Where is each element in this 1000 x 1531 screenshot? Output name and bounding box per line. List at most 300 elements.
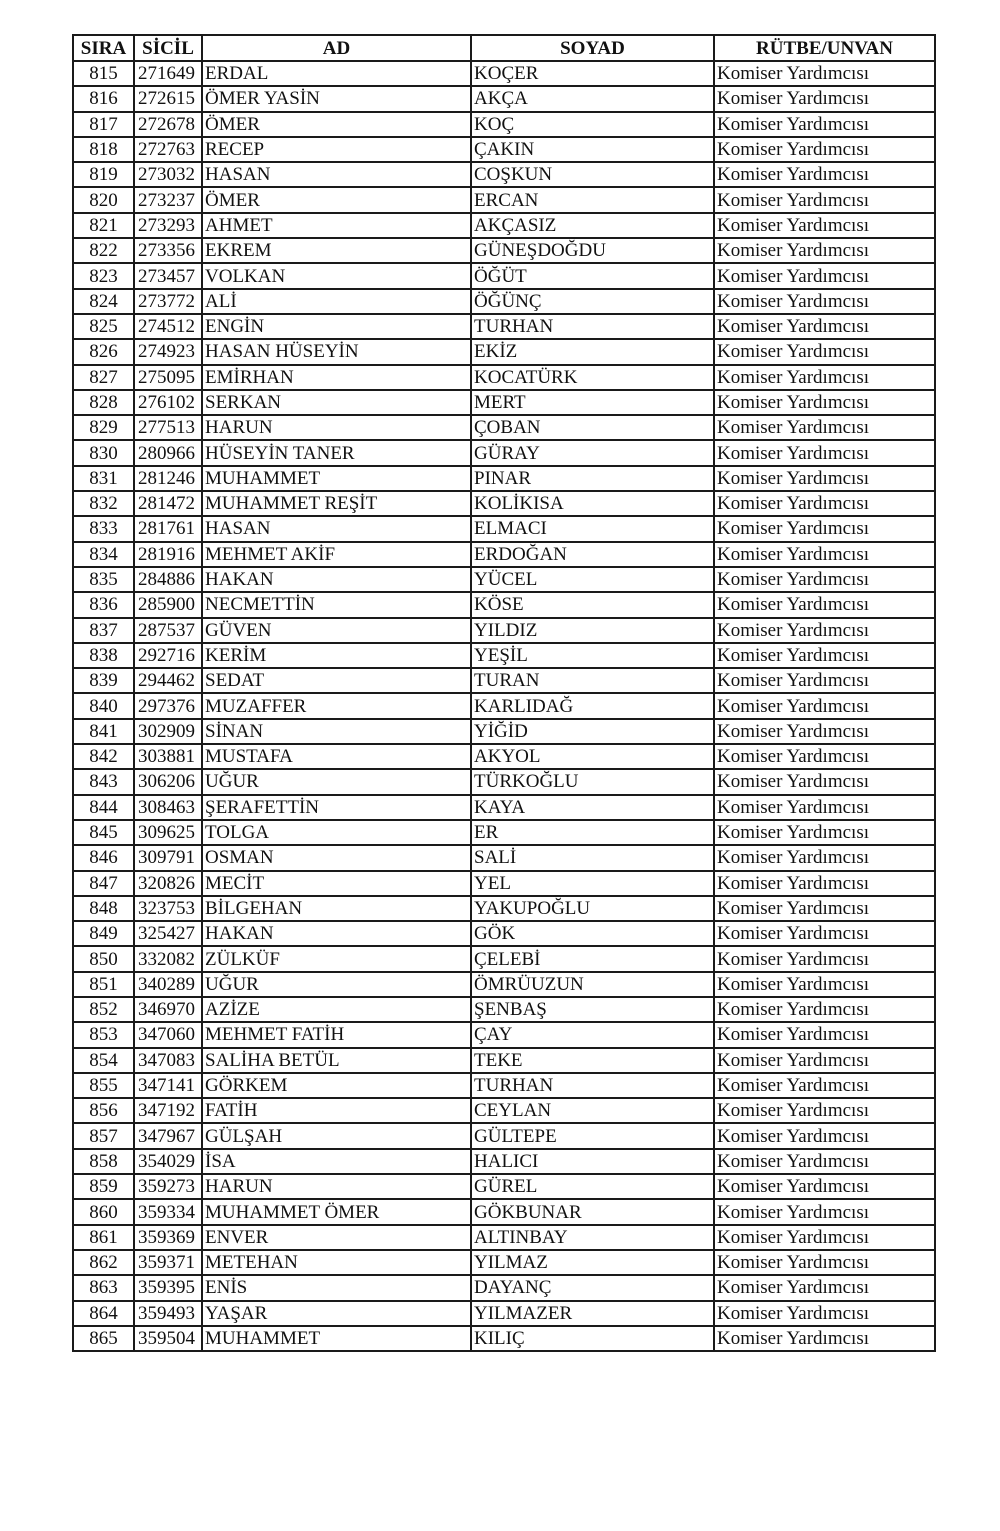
cell-ad: ALİ (202, 289, 471, 314)
table-row (73, 415, 935, 440)
cell-soyad: TURAN (471, 668, 714, 693)
cell-ad: SERKAN (202, 390, 471, 415)
cell-ad: MUHAMMET REŞİT (202, 491, 471, 516)
cell-sicil: 347060 (134, 1022, 202, 1047)
cell-rutbe: Komiser Yardımcısı (714, 668, 935, 693)
cell-sira: 862 (73, 1250, 134, 1275)
table-row (73, 1123, 935, 1148)
cell-rutbe: Komiser Yardımcısı (714, 592, 935, 617)
cell-rutbe: Komiser Yardımcısı (714, 896, 935, 921)
cell-rutbe: Komiser Yardımcısı (714, 440, 935, 465)
cell-ad: MUHAMMET (202, 466, 471, 491)
header-ad: AD (202, 35, 471, 61)
cell-soyad: YILDIZ (471, 618, 714, 643)
cell-sira: 848 (73, 896, 134, 921)
cell-rutbe: Komiser Yardımcısı (714, 997, 935, 1022)
table-row (73, 921, 935, 946)
cell-sicil: 281246 (134, 466, 202, 491)
cell-sira: 856 (73, 1098, 134, 1123)
cell-ad: ENİS (202, 1275, 471, 1300)
cell-rutbe: Komiser Yardımcısı (714, 1098, 935, 1123)
cell-sicil: 309791 (134, 845, 202, 870)
cell-rutbe: Komiser Yardımcısı (714, 162, 935, 187)
cell-sicil: 281761 (134, 516, 202, 541)
table-row (73, 263, 935, 288)
cell-soyad: GÜNEŞDOĞDU (471, 238, 714, 263)
cell-ad: GÜLŞAH (202, 1123, 471, 1148)
cell-sicil: 359371 (134, 1250, 202, 1275)
cell-soyad: AKÇASIZ (471, 213, 714, 238)
cell-soyad: GÜLTEPE (471, 1123, 714, 1148)
cell-sira: 846 (73, 845, 134, 870)
cell-sicil: 306206 (134, 769, 202, 794)
table-row (73, 516, 935, 541)
cell-soyad: YİĞİD (471, 719, 714, 744)
table-body (73, 61, 935, 1351)
cell-ad: MEHMET FATİH (202, 1022, 471, 1047)
cell-sicil: 320826 (134, 871, 202, 896)
cell-rutbe: Komiser Yardımcısı (714, 1275, 935, 1300)
cell-sira: 860 (73, 1199, 134, 1224)
cell-rutbe: Komiser Yardımcısı (714, 1199, 935, 1224)
table-row (73, 1073, 935, 1098)
cell-ad: NECMETTİN (202, 592, 471, 617)
cell-sira: 834 (73, 542, 134, 567)
table-row (73, 339, 935, 364)
table-row (73, 845, 935, 870)
cell-soyad: AKÇA (471, 86, 714, 111)
cell-sira: 820 (73, 187, 134, 212)
cell-ad: HASAN HÜSEYİN (202, 339, 471, 364)
cell-sicil: 274923 (134, 339, 202, 364)
cell-sicil: 332082 (134, 946, 202, 971)
cell-ad: HASAN (202, 162, 471, 187)
table-row (73, 744, 935, 769)
cell-ad: ÖMER YASİN (202, 86, 471, 111)
cell-ad: RECEP (202, 137, 471, 162)
cell-sira: 858 (73, 1149, 134, 1174)
cell-soyad: ALTINBAY (471, 1225, 714, 1250)
cell-ad: MUZAFFER (202, 693, 471, 718)
cell-rutbe: Komiser Yardımcısı (714, 187, 935, 212)
table-row (73, 466, 935, 491)
cell-sicil: 273356 (134, 238, 202, 263)
cell-ad: UĞUR (202, 972, 471, 997)
cell-soyad: ÖMRÜUZUN (471, 972, 714, 997)
cell-sira: 821 (73, 213, 134, 238)
header-sira: SIRA (73, 35, 134, 61)
table-row (73, 112, 935, 137)
header-rutbe: RÜTBE/UNVAN (714, 35, 935, 61)
cell-sira: 824 (73, 289, 134, 314)
cell-ad: ENVER (202, 1225, 471, 1250)
cell-sira: 822 (73, 238, 134, 263)
cell-sira: 832 (73, 491, 134, 516)
cell-sira: 826 (73, 339, 134, 364)
cell-rutbe: Komiser Yardımcısı (714, 491, 935, 516)
cell-soyad: YEL (471, 871, 714, 896)
table-row (73, 1174, 935, 1199)
cell-rutbe: Komiser Yardımcısı (714, 1225, 935, 1250)
cell-ad: GÖRKEM (202, 1073, 471, 1098)
cell-sira: 823 (73, 263, 134, 288)
cell-ad: UĞUR (202, 769, 471, 794)
cell-sicil: 302909 (134, 719, 202, 744)
cell-rutbe: Komiser Yardımcısı (714, 86, 935, 111)
cell-sira: 833 (73, 516, 134, 541)
cell-sira: 839 (73, 668, 134, 693)
table-row (73, 1225, 935, 1250)
cell-soyad: PINAR (471, 466, 714, 491)
table-header-row (73, 35, 935, 61)
cell-soyad: YILMAZER (471, 1301, 714, 1326)
cell-sira: 828 (73, 390, 134, 415)
table-row (73, 719, 935, 744)
cell-rutbe: Komiser Yardımcısı (714, 314, 935, 339)
cell-sira: 825 (73, 314, 134, 339)
cell-sira: 844 (73, 795, 134, 820)
table-row (73, 896, 935, 921)
cell-ad: AHMET (202, 213, 471, 238)
cell-rutbe: Komiser Yardımcısı (714, 263, 935, 288)
cell-ad: GÜVEN (202, 618, 471, 643)
table-row (73, 365, 935, 390)
cell-soyad: ÇAKIN (471, 137, 714, 162)
cell-sicil: 273237 (134, 187, 202, 212)
cell-rutbe: Komiser Yardımcısı (714, 365, 935, 390)
table-row (73, 1048, 935, 1073)
header-soyad: SOYAD (471, 35, 714, 61)
table-row (73, 1250, 935, 1275)
cell-ad: HARUN (202, 1174, 471, 1199)
cell-sicil: 275095 (134, 365, 202, 390)
table-row (73, 668, 935, 693)
table-row (73, 440, 935, 465)
cell-soyad: CEYLAN (471, 1098, 714, 1123)
cell-ad: SALİHA BETÜL (202, 1048, 471, 1073)
cell-sicil: 273032 (134, 162, 202, 187)
cell-sira: 859 (73, 1174, 134, 1199)
cell-rutbe: Komiser Yardımcısı (714, 795, 935, 820)
cell-sira: 847 (73, 871, 134, 896)
cell-sicil: 274512 (134, 314, 202, 339)
cell-rutbe: Komiser Yardımcısı (714, 820, 935, 845)
cell-sicil: 346970 (134, 997, 202, 1022)
cell-soyad: ÖĞÜNÇ (471, 289, 714, 314)
cell-soyad: KAYA (471, 795, 714, 820)
cell-sicil: 276102 (134, 390, 202, 415)
cell-ad: MECİT (202, 871, 471, 896)
cell-rutbe: Komiser Yardımcısı (714, 516, 935, 541)
cell-sira: 853 (73, 1022, 134, 1047)
cell-sicil: 354029 (134, 1149, 202, 1174)
cell-soyad: KARLIDAĞ (471, 693, 714, 718)
cell-rutbe: Komiser Yardımcısı (714, 1123, 935, 1148)
table-row (73, 567, 935, 592)
cell-soyad: ÇELEBİ (471, 946, 714, 971)
cell-soyad: SALİ (471, 845, 714, 870)
table-row (73, 1326, 935, 1351)
cell-soyad: KOLİKISA (471, 491, 714, 516)
cell-sira: 835 (73, 567, 134, 592)
table-row (73, 769, 935, 794)
cell-sira: 827 (73, 365, 134, 390)
cell-sicil: 273457 (134, 263, 202, 288)
cell-sicil: 292716 (134, 643, 202, 668)
cell-ad: OSMAN (202, 845, 471, 870)
cell-rutbe: Komiser Yardımcısı (714, 238, 935, 263)
cell-sira: 863 (73, 1275, 134, 1300)
table-row (73, 972, 935, 997)
cell-sicil: 284886 (134, 567, 202, 592)
cell-rutbe: Komiser Yardımcısı (714, 289, 935, 314)
cell-ad: VOLKAN (202, 263, 471, 288)
cell-sicil: 323753 (134, 896, 202, 921)
cell-rutbe: Komiser Yardımcısı (714, 972, 935, 997)
table-row (73, 1199, 935, 1224)
cell-soyad: AKYOL (471, 744, 714, 769)
cell-sira: 852 (73, 997, 134, 1022)
cell-sicil: 297376 (134, 693, 202, 718)
cell-soyad: GÜREL (471, 1174, 714, 1199)
cell-sira: 830 (73, 440, 134, 465)
cell-sira: 817 (73, 112, 134, 137)
cell-sicil: 272615 (134, 86, 202, 111)
table-row (73, 795, 935, 820)
cell-sicil: 359493 (134, 1301, 202, 1326)
table-row (73, 86, 935, 111)
cell-soyad: MERT (471, 390, 714, 415)
cell-rutbe: Komiser Yardımcısı (714, 567, 935, 592)
cell-ad: MEHMET AKİF (202, 542, 471, 567)
cell-sicil: 285900 (134, 592, 202, 617)
cell-sira: 845 (73, 820, 134, 845)
cell-soyad: ER (471, 820, 714, 845)
table-row (73, 162, 935, 187)
cell-ad: AZİZE (202, 997, 471, 1022)
cell-sicil: 347967 (134, 1123, 202, 1148)
cell-sicil: 359369 (134, 1225, 202, 1250)
cell-sicil: 359395 (134, 1275, 202, 1300)
cell-soyad: KILIÇ (471, 1326, 714, 1351)
cell-sicil: 359273 (134, 1174, 202, 1199)
cell-sicil: 347192 (134, 1098, 202, 1123)
cell-ad: ZÜLKÜF (202, 946, 471, 971)
table-row (73, 618, 935, 643)
table-row (73, 592, 935, 617)
cell-ad: EMİRHAN (202, 365, 471, 390)
table-row (73, 289, 935, 314)
cell-soyad: ERDOĞAN (471, 542, 714, 567)
cell-rutbe: Komiser Yardımcısı (714, 466, 935, 491)
table-row (73, 1022, 935, 1047)
cell-soyad: COŞKUN (471, 162, 714, 187)
cell-rutbe: Komiser Yardımcısı (714, 618, 935, 643)
cell-sicil: 359334 (134, 1199, 202, 1224)
cell-sicil: 325427 (134, 921, 202, 946)
cell-sira: 849 (73, 921, 134, 946)
cell-sira: 843 (73, 769, 134, 794)
cell-soyad: KOÇER (471, 61, 714, 86)
cell-soyad: ÖĞÜT (471, 263, 714, 288)
cell-ad: EKREM (202, 238, 471, 263)
cell-sicil: 359504 (134, 1326, 202, 1351)
cell-sira: 850 (73, 946, 134, 971)
cell-rutbe: Komiser Yardımcısı (714, 1022, 935, 1047)
cell-soyad: ELMACI (471, 516, 714, 541)
cell-sicil: 273772 (134, 289, 202, 314)
cell-soyad: KOCATÜRK (471, 365, 714, 390)
cell-ad: ERDAL (202, 61, 471, 86)
cell-soyad: DAYANÇ (471, 1275, 714, 1300)
cell-sira: 836 (73, 592, 134, 617)
cell-soyad: TURHAN (471, 314, 714, 339)
cell-rutbe: Komiser Yardımcısı (714, 693, 935, 718)
cell-ad: MUHAMMET (202, 1326, 471, 1351)
cell-rutbe: Komiser Yardımcısı (714, 339, 935, 364)
cell-sicil: 281472 (134, 491, 202, 516)
header-sicil: SİCİL (134, 35, 202, 61)
cell-rutbe: Komiser Yardımcısı (714, 542, 935, 567)
cell-sicil: 303881 (134, 744, 202, 769)
cell-rutbe: Komiser Yardımcısı (714, 1250, 935, 1275)
cell-soyad: HALICI (471, 1149, 714, 1174)
cell-rutbe: Komiser Yardımcısı (714, 112, 935, 137)
cell-soyad: YÜCEL (471, 567, 714, 592)
cell-sicil: 280966 (134, 440, 202, 465)
table-row (73, 871, 935, 896)
table-row (73, 542, 935, 567)
cell-ad: FATİH (202, 1098, 471, 1123)
cell-soyad: KÖSE (471, 592, 714, 617)
cell-ad: ÖMER (202, 187, 471, 212)
cell-rutbe: Komiser Yardımcısı (714, 719, 935, 744)
cell-ad: MUHAMMET ÖMER (202, 1199, 471, 1224)
cell-soyad: YILMAZ (471, 1250, 714, 1275)
cell-ad: SEDAT (202, 668, 471, 693)
cell-rutbe: Komiser Yardımcısı (714, 744, 935, 769)
cell-rutbe: Komiser Yardımcısı (714, 390, 935, 415)
cell-rutbe: Komiser Yardımcısı (714, 1174, 935, 1199)
cell-sicil: 287537 (134, 618, 202, 643)
cell-sira: 840 (73, 693, 134, 718)
cell-soyad: KOÇ (471, 112, 714, 137)
cell-ad: HAKAN (202, 921, 471, 946)
cell-sicil: 347141 (134, 1073, 202, 1098)
cell-ad: HÜSEYİN TANER (202, 440, 471, 465)
cell-rutbe: Komiser Yardımcısı (714, 1048, 935, 1073)
table-row (73, 213, 935, 238)
cell-rutbe: Komiser Yardımcısı (714, 1073, 935, 1098)
cell-sicil: 272763 (134, 137, 202, 162)
cell-sira: 864 (73, 1301, 134, 1326)
cell-sira: 818 (73, 137, 134, 162)
cell-sira: 842 (73, 744, 134, 769)
cell-sicil: 347083 (134, 1048, 202, 1073)
table-row (73, 1149, 935, 1174)
cell-sira: 816 (73, 86, 134, 111)
cell-soyad: YEŞİL (471, 643, 714, 668)
cell-rutbe: Komiser Yardımcısı (714, 946, 935, 971)
cell-rutbe: Komiser Yardımcısı (714, 921, 935, 946)
table-row (73, 820, 935, 845)
cell-sira: 854 (73, 1048, 134, 1073)
cell-rutbe: Komiser Yardımcısı (714, 871, 935, 896)
cell-sicil: 277513 (134, 415, 202, 440)
table-row (73, 693, 935, 718)
cell-rutbe: Komiser Yardımcısı (714, 1301, 935, 1326)
cell-soyad: ERCAN (471, 187, 714, 212)
cell-sicil: 308463 (134, 795, 202, 820)
cell-soyad: ÇOBAN (471, 415, 714, 440)
cell-sira: 819 (73, 162, 134, 187)
cell-soyad: TURHAN (471, 1073, 714, 1098)
table-row (73, 1275, 935, 1300)
cell-rutbe: Komiser Yardımcısı (714, 769, 935, 794)
cell-soyad: GÖK (471, 921, 714, 946)
table-row (73, 997, 935, 1022)
cell-sicil: 271649 (134, 61, 202, 86)
cell-sicil: 272678 (134, 112, 202, 137)
cell-sira: 841 (73, 719, 134, 744)
table-row (73, 61, 935, 86)
cell-soyad: YAKUPOĞLU (471, 896, 714, 921)
cell-ad: KERİM (202, 643, 471, 668)
cell-soyad: EKİZ (471, 339, 714, 364)
cell-rutbe: Komiser Yardımcısı (714, 845, 935, 870)
cell-soyad: ÇAY (471, 1022, 714, 1047)
cell-ad: SİNAN (202, 719, 471, 744)
cell-ad: HARUN (202, 415, 471, 440)
cell-soyad: TEKE (471, 1048, 714, 1073)
table-row (73, 1301, 935, 1326)
cell-rutbe: Komiser Yardımcısı (714, 61, 935, 86)
cell-sira: 837 (73, 618, 134, 643)
cell-rutbe: Komiser Yardımcısı (714, 137, 935, 162)
cell-sicil: 281916 (134, 542, 202, 567)
cell-sicil: 273293 (134, 213, 202, 238)
cell-ad: HASAN (202, 516, 471, 541)
cell-ad: ŞERAFETTİN (202, 795, 471, 820)
cell-sira: 838 (73, 643, 134, 668)
cell-rutbe: Komiser Yardımcısı (714, 1149, 935, 1174)
cell-soyad: GÜRAY (471, 440, 714, 465)
cell-ad: ÖMER (202, 112, 471, 137)
cell-ad: YAŞAR (202, 1301, 471, 1326)
cell-ad: MUSTAFA (202, 744, 471, 769)
cell-sira: 829 (73, 415, 134, 440)
cell-rutbe: Komiser Yardımcısı (714, 213, 935, 238)
personnel-table (72, 34, 936, 1352)
cell-sira: 861 (73, 1225, 134, 1250)
table-row (73, 314, 935, 339)
cell-soyad: TÜRKOĞLU (471, 769, 714, 794)
cell-ad: HAKAN (202, 567, 471, 592)
cell-sicil: 294462 (134, 668, 202, 693)
cell-sicil: 340289 (134, 972, 202, 997)
table-row (73, 137, 935, 162)
table-row (73, 946, 935, 971)
cell-sira: 865 (73, 1326, 134, 1351)
table-row (73, 643, 935, 668)
cell-ad: METEHAN (202, 1250, 471, 1275)
cell-sira: 857 (73, 1123, 134, 1148)
cell-rutbe: Komiser Yardımcısı (714, 643, 935, 668)
table-row (73, 390, 935, 415)
cell-sira: 831 (73, 466, 134, 491)
cell-rutbe: Komiser Yardımcısı (714, 415, 935, 440)
cell-sira: 815 (73, 61, 134, 86)
